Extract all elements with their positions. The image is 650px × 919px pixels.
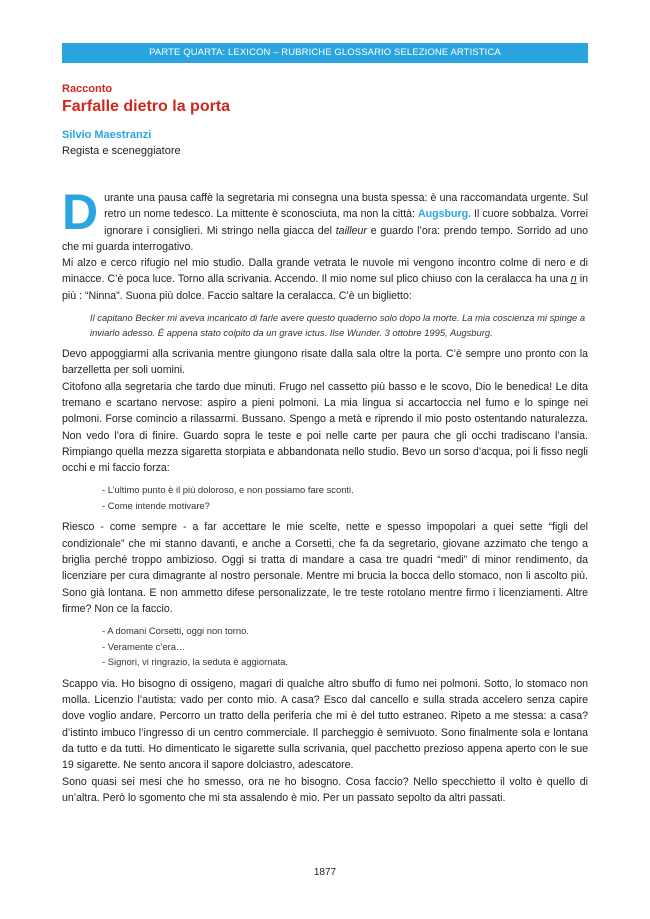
paragraph-5: Riesco - come sempre - a far accettare le mie scelte, nette e spesso impopolari a quei sette “figli del condizionale” che mi stanno davanti, e anche a Corsetti, che fa da segretario, giovane azzimato che tengo a briglia perché troppo ambizioso. Oggi si tratta di mandare a casa tre quadri “medi” di minor rendimento, da licenziare per cura dimagrante al nostro personale. Mentre mi brucia la bocca dello stomaco, non li ascolto più. Sono già lontana. E non ammetto difese personalizzate, le tre teste rotolano mentre firmo i licenziamenti. Altre firme? Non ce la faccio. <box>62 521 588 615</box>
author-role: Regista e sceneggiatore <box>62 145 181 157</box>
underlined-letter: n <box>570 273 577 286</box>
dialog-line: - Come intende motivare? <box>102 499 210 511</box>
dialog-line: - Veramente c’era… <box>102 640 186 652</box>
article-body <box>62 184 589 806</box>
dialog-block-1 <box>102 482 588 513</box>
paragraph-2 <box>62 255 588 304</box>
article-author: Silvio Maestranzi <box>62 129 152 141</box>
section-banner: PARTE QUARTA: LEXICON – RUBRICHE GLOSSARIO SELEZIONE ARTISTICA <box>62 43 588 63</box>
paragraph-1 <box>62 184 589 255</box>
dialog-block-2 <box>102 623 588 670</box>
article-kicker: Racconto <box>62 83 113 95</box>
paragraph-2-text-a: Mi alzo e cerco rifugio nel mio studio. Dalla grande vetrata le nuvole mi vengono incontro colme di nero e di minacce. C’è poca luce. Torno alla scrivania. Accendo. Il mio nome sul plico chiuso con la ceralacca ha una <box>62 257 588 286</box>
dialog-line: - A domani Corsetti, oggi non torno. <box>102 625 249 637</box>
paragraph-7: Sono quasi sei mesi che ho smesso, ora ne ho bisogno. Cosa faccio? Nello specchietto il volto è quello di un’altra. Però lo sgomento che mi sta assalendo è mio. Per un passato sepolto da altri passati. <box>62 775 588 804</box>
dialog-line: - Signori, vi ringrazio, la seduta è aggiornata. <box>102 656 289 668</box>
city-name: Augsburg. <box>418 208 471 221</box>
paragraph-6: Scappo via. Ho bisogno di ossigeno, magari di qualche altro sbuffo di fumo nei polmoni. Sotto, lo stomaco non molla. Licenzio l’autista: vado per conto mio. A casa? Esco dal cancello e sulla strada accelero senza capire dove voglio andare. Percorro un tratto della periferia che mi è del tutto estraneo. Ripeto a me stessa: a casa? d’istinto imbuco l’ingresso di un centro commerciale. Il parcheggio è semivuoto. Sono finalmente sola e lontana da tutto e da tutti. Ho dimenticato le sigarette sulla scrivania, quel pacchetto prezioso appena aperto con le sue 19 sigarette. Ne sento ancora il sapore dolciastro, adescatore. <box>62 677 588 772</box>
paragraph-1-text-a: urante una pausa caffè la segretaria mi consegna una busta spessa: è una raccomandata urgente. Sul retro un nome tedesco. La mittente è sconosciuta, ma non la città: <box>104 192 588 221</box>
dialog-line: - L’ultimo punto è il più doloroso, e non possiamo fare sconti. <box>102 484 354 496</box>
paragraph-3: Devo appoggiarmi alla scrivania mentre giungono risate dalla sala oltre la porta. C’è sempre uno pronto con la barzelletta per soli uomini. <box>62 348 588 377</box>
paragraph-1-text-b: Il cuore sobbalza. Vorrei ignorare i consiglieri. Mi stringo nella giacca del <box>104 208 589 237</box>
italic-word: tailleur <box>335 224 367 237</box>
letter-note: Il capitano Becker mi aveva incaricato di farle avere questo quaderno solo dopo la morte. La mia coscienza mi spinge a inviarlo adesso. È appena stato colpito da un grave ictus. Ilse Wunder. 3 ottobre 1995, Augsburg. <box>90 312 586 339</box>
paragraph-4: Citofono alla segretaria che tardo due minuti. Frugo nel cassetto più basso e le scovo, Dio le benedica! Le dita tremano e scartano nervose: aspiro a pieni polmoni. La mia lingua si accartoccia nel fumo e lo spinge nei polmoni. Forse comincio a rilassarmi. Bussano. Spengo a metà e riprendo il mio posto ostentando naturalezza. Non vedo l’ora di finire. Guardo sopra le teste e poi nelle carte per paura che gli occhi tradiscano l’ansia. Rimpiango quella mezza sigaretta storpiata e abbandonata nello studio. Bevo un sorso d’acqua, poi li fisso negli occhi e mi faccio forza: <box>62 380 588 475</box>
page-number: 1877 <box>313 867 337 878</box>
paragraph-1-text-c: e guardo l’ora: prendo tempo. Sorrido ad uno che mi guarda interrogativo. <box>62 224 589 253</box>
article-title: Farfalle dietro la porta <box>62 98 231 115</box>
drop-cap: D <box>62 184 99 240</box>
paragraph-2-text-b: in più : “Ninna”. Suona più dolce. Faccio saltare la ceralacca. C’è un biglietto: <box>62 273 588 302</box>
